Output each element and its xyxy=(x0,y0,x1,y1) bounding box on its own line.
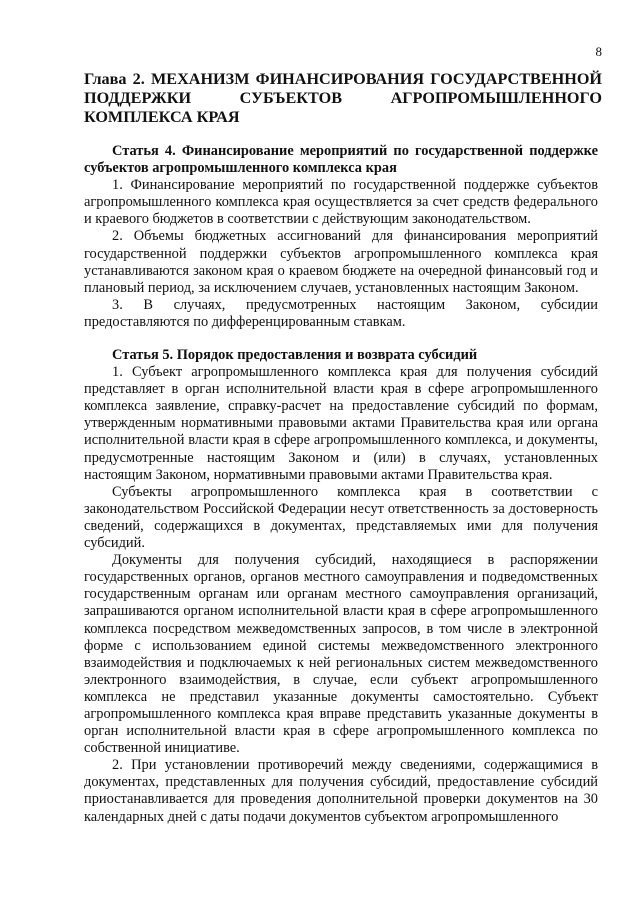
page-number: 8 xyxy=(595,44,602,59)
article-5-title: Статья 5. Порядок предоставления и возврата субсидий xyxy=(112,347,478,363)
article-4-paragraph-1: 1. Финансирование мероприятий по государственной поддержке субъектов агропромышленного комплекса края осуществляется за счет средств федерального и краевого бюджетов в соответствии с действующим законодательством. xyxy=(84,177,598,228)
article-4-paragraph-3: 3. В случаях, предусмотренных настоящим Законом, субсидии предоставляются по дифференцированным ставкам. xyxy=(84,296,598,330)
article-5-paragraph-2: Субъекты агропромышленного комплекса края в соответствии с законодательством Российской Федерации несут ответственность за достоверность сведений, содержащихся в документах, представляемых ими для получения субсидий. xyxy=(84,483,598,552)
article-4-paragraph-2: 2. Объемы бюджетных ассигнований для финансирования мероприятий государственной поддержки субъектов агропромышленного комплекса края устанавливаются законом края о краевом бюджете на очередной финансовый год и плановый период, за исключением случаев, установленных настоящим Законом. xyxy=(84,228,598,296)
article-4 xyxy=(84,143,598,331)
article-5-paragraph-4: 2. При установлении противоречий между сведениями, содержащимися в документах, представленных для получения субсидий, предоставление субсидий приостанавливается для проведения дополнительной проверки документов на 30 календарных дней с даты подачи документов субъектом агропромышленного xyxy=(84,757,598,825)
article-5-paragraph-1: 1. Субъект агропромышленного комплекса края для получения субсидий представляет в орган исполнительной власти края в сфере агропромышленного комплекса заявление, справку-расчет на предоставление субсидий по формам, утвержденным нормативными правовыми актами Правительства края или органа исполнительной власти края в сфере агропромышленного комплекса, и документы, предусмотренные настоящим Законом и (или) в случаях, установленных настоящим Законом, нормативными правовыми актами Правительства края. xyxy=(84,364,598,483)
article-5-paragraph-3: Документы для получения субсидий, находящиеся в распоряжении государственных органов, органов местного самоуправления и подведомственных государственным органам или органам местного самоуправления организаций, запрашиваются органом исполнительной власти края в сфере агропромышленного комплекса посредством межведомственных запросов, в том числе в электронной форме с использованием единой системы межведомственного электронного взаимодействия и подключаемых к ней региональных систем межведомственного электронного взаимодействия, в случае, если субъект агропромышленного комплекса не представил указанные документы самостоятельно. Субъект агропромышленного комплекса края вправе представить указанные документы в орган исполнительной власти края в сфере агропромышленного комплекса по собственной инициативе. xyxy=(84,552,598,757)
article-5 xyxy=(84,347,598,826)
chapter-title: Глава 2. МЕХАНИЗМ ФИНАНСИРОВАНИЯ ГОСУДАРСТВЕННОЙ ПОДДЕРЖКИ СУБЪЕКТОВ АГРОПРОМЫШЛЕННОГО КОМПЛЕКСА КРАЯ xyxy=(84,70,602,126)
article-4-title: Статья 4. Финансирование мероприятий по государственной поддержке субъектов агропромышленного комплекса края xyxy=(84,143,598,177)
